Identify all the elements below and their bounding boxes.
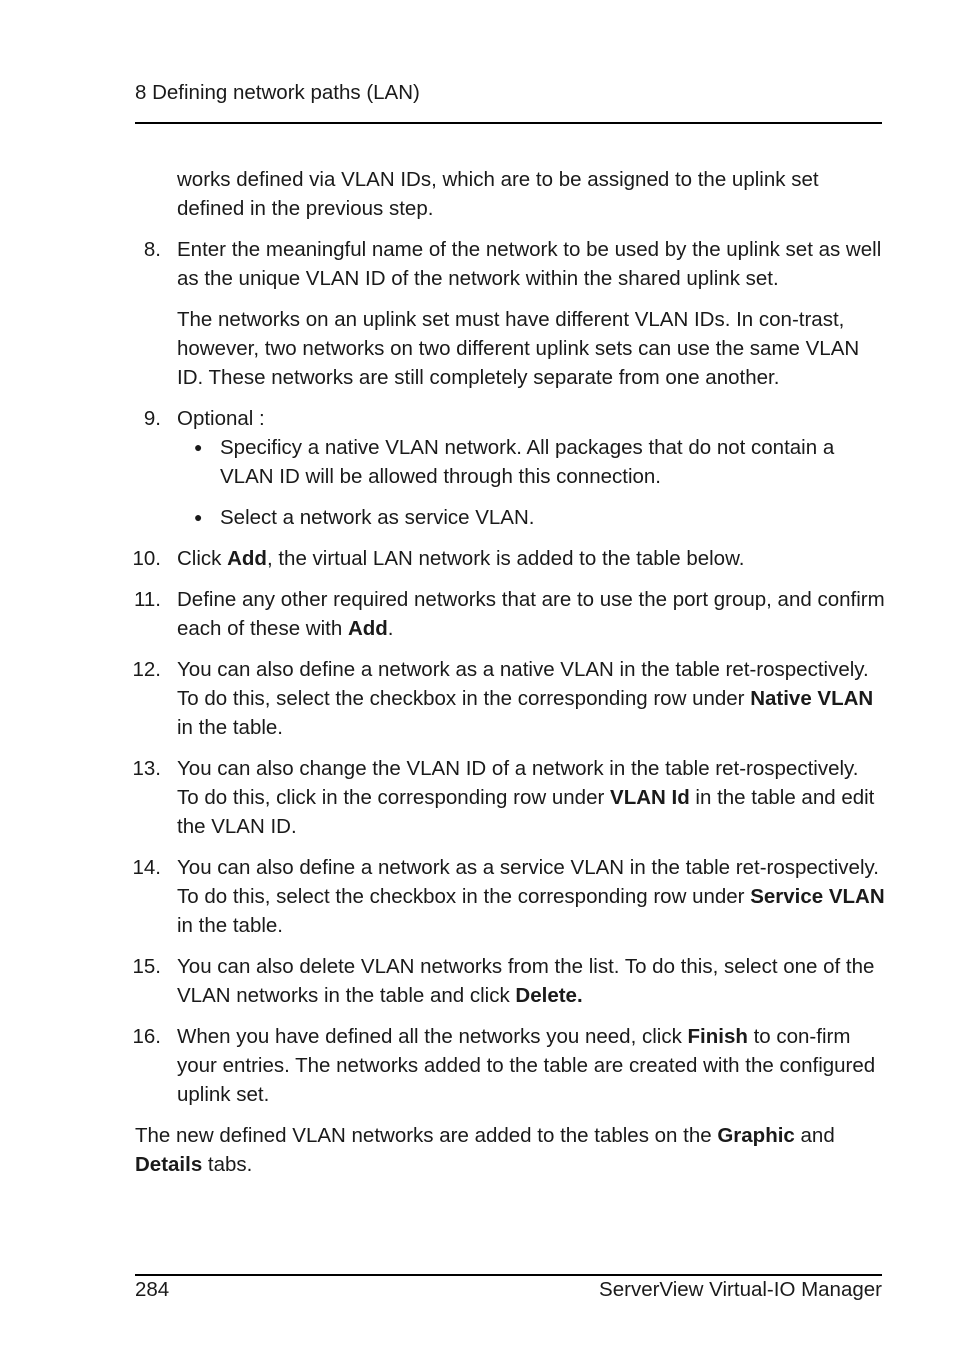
- step-10: [132, 544, 885, 573]
- footer-title: ServerView Virtual-IO Manager: [599, 1278, 882, 1301]
- bullet-list: [177, 433, 885, 532]
- ui-term: VLAN Id: [610, 786, 690, 809]
- bullet-text: Select a network as service VLAN.: [220, 506, 535, 529]
- step-note: The networks on an uplink set must have different VLAN IDs. In con-trast, however, two networks on two different uplink sets can use the same VLAN ID. These networks are still completely separate from one another.: [177, 308, 860, 389]
- step-number: 9.: [143, 407, 161, 430]
- step-number: 10.: [132, 547, 161, 570]
- bullet-icon: ●: [194, 439, 203, 455]
- intro-paragraph: works defined via VLAN IDs, which are to be assigned to the uplink set defined in the previous step.: [177, 168, 819, 220]
- step-number: 14.: [132, 856, 161, 879]
- step-text: Define any other required networks that are to use the port group, and confirm each of these with Add.: [177, 588, 885, 640]
- step-13: [132, 754, 885, 841]
- step-15: [132, 952, 885, 1010]
- page-header: 8 Defining network paths (LAN): [135, 81, 420, 104]
- step-11: [135, 585, 885, 643]
- ui-term: Delete.: [515, 984, 583, 1007]
- step-number: 8.: [143, 238, 161, 261]
- step-text: You can also define a network as a service VLAN in the table ret-rospectively. To do this, select the checkbox in the corresponding row under Service VLAN in the table.: [177, 856, 885, 937]
- page-content: [132, 165, 885, 1179]
- step-text: You can also change the VLAN ID of a network in the table ret-rospectively. To do this, click in the corresponding row under VLAN Id in the table and edit the VLAN ID.: [177, 757, 875, 838]
- step-number: 16.: [132, 1025, 161, 1048]
- ui-term: Details: [135, 1153, 203, 1176]
- list-item: [177, 433, 885, 491]
- step-text: When you have defined all the networks you need, click Finish to con-firm your entries. The networks added to the table are created with the configured uplink set.: [177, 1025, 876, 1106]
- step-number: 13.: [132, 757, 161, 780]
- ui-term: Add: [347, 617, 388, 640]
- bullet-text: Specificy a native VLAN network. All packages that do not contain a VLAN ID will be allowed through this connection.: [220, 436, 835, 488]
- step-text: Optional :: [177, 407, 265, 430]
- ui-term: Service VLAN: [750, 885, 885, 908]
- step-number: 15.: [132, 955, 161, 978]
- step-9: [135, 404, 885, 532]
- page-number: 284: [135, 1278, 170, 1301]
- ui-term: Add: [227, 547, 267, 570]
- closing-paragraph: The new defined VLAN networks are added to the tables on the Graphic and Details tabs.: [135, 1124, 835, 1176]
- bullet-icon: ●: [194, 509, 203, 525]
- ui-term: Graphic: [717, 1124, 795, 1147]
- list-item: [177, 503, 885, 532]
- ui-term: Finish: [687, 1025, 748, 1048]
- step-16: [132, 1022, 885, 1109]
- step-number: 12.: [132, 658, 161, 681]
- step-text: You can also define a network as a native VLAN in the table ret-rospectively. To do this, select the checkbox in the corresponding row under Native VLAN in the table.: [177, 658, 874, 739]
- step-text: Click Add, the virtual LAN network is added to the table below.: [177, 547, 745, 570]
- step-12: [132, 655, 885, 742]
- step-number: 11.: [134, 588, 161, 611]
- header-rule: [135, 122, 882, 124]
- ui-term: Native VLAN: [750, 687, 874, 710]
- step-text: You can also delete VLAN networks from the list. To do this, select one of the VLAN networks in the table and click Delete.: [177, 955, 875, 1007]
- step-14: [132, 853, 885, 940]
- step-text: Enter the meaningful name of the network to be used by the uplink set as well as the unique VLAN ID of the network within the shared uplink set.: [177, 238, 882, 290]
- step-8: [135, 235, 885, 392]
